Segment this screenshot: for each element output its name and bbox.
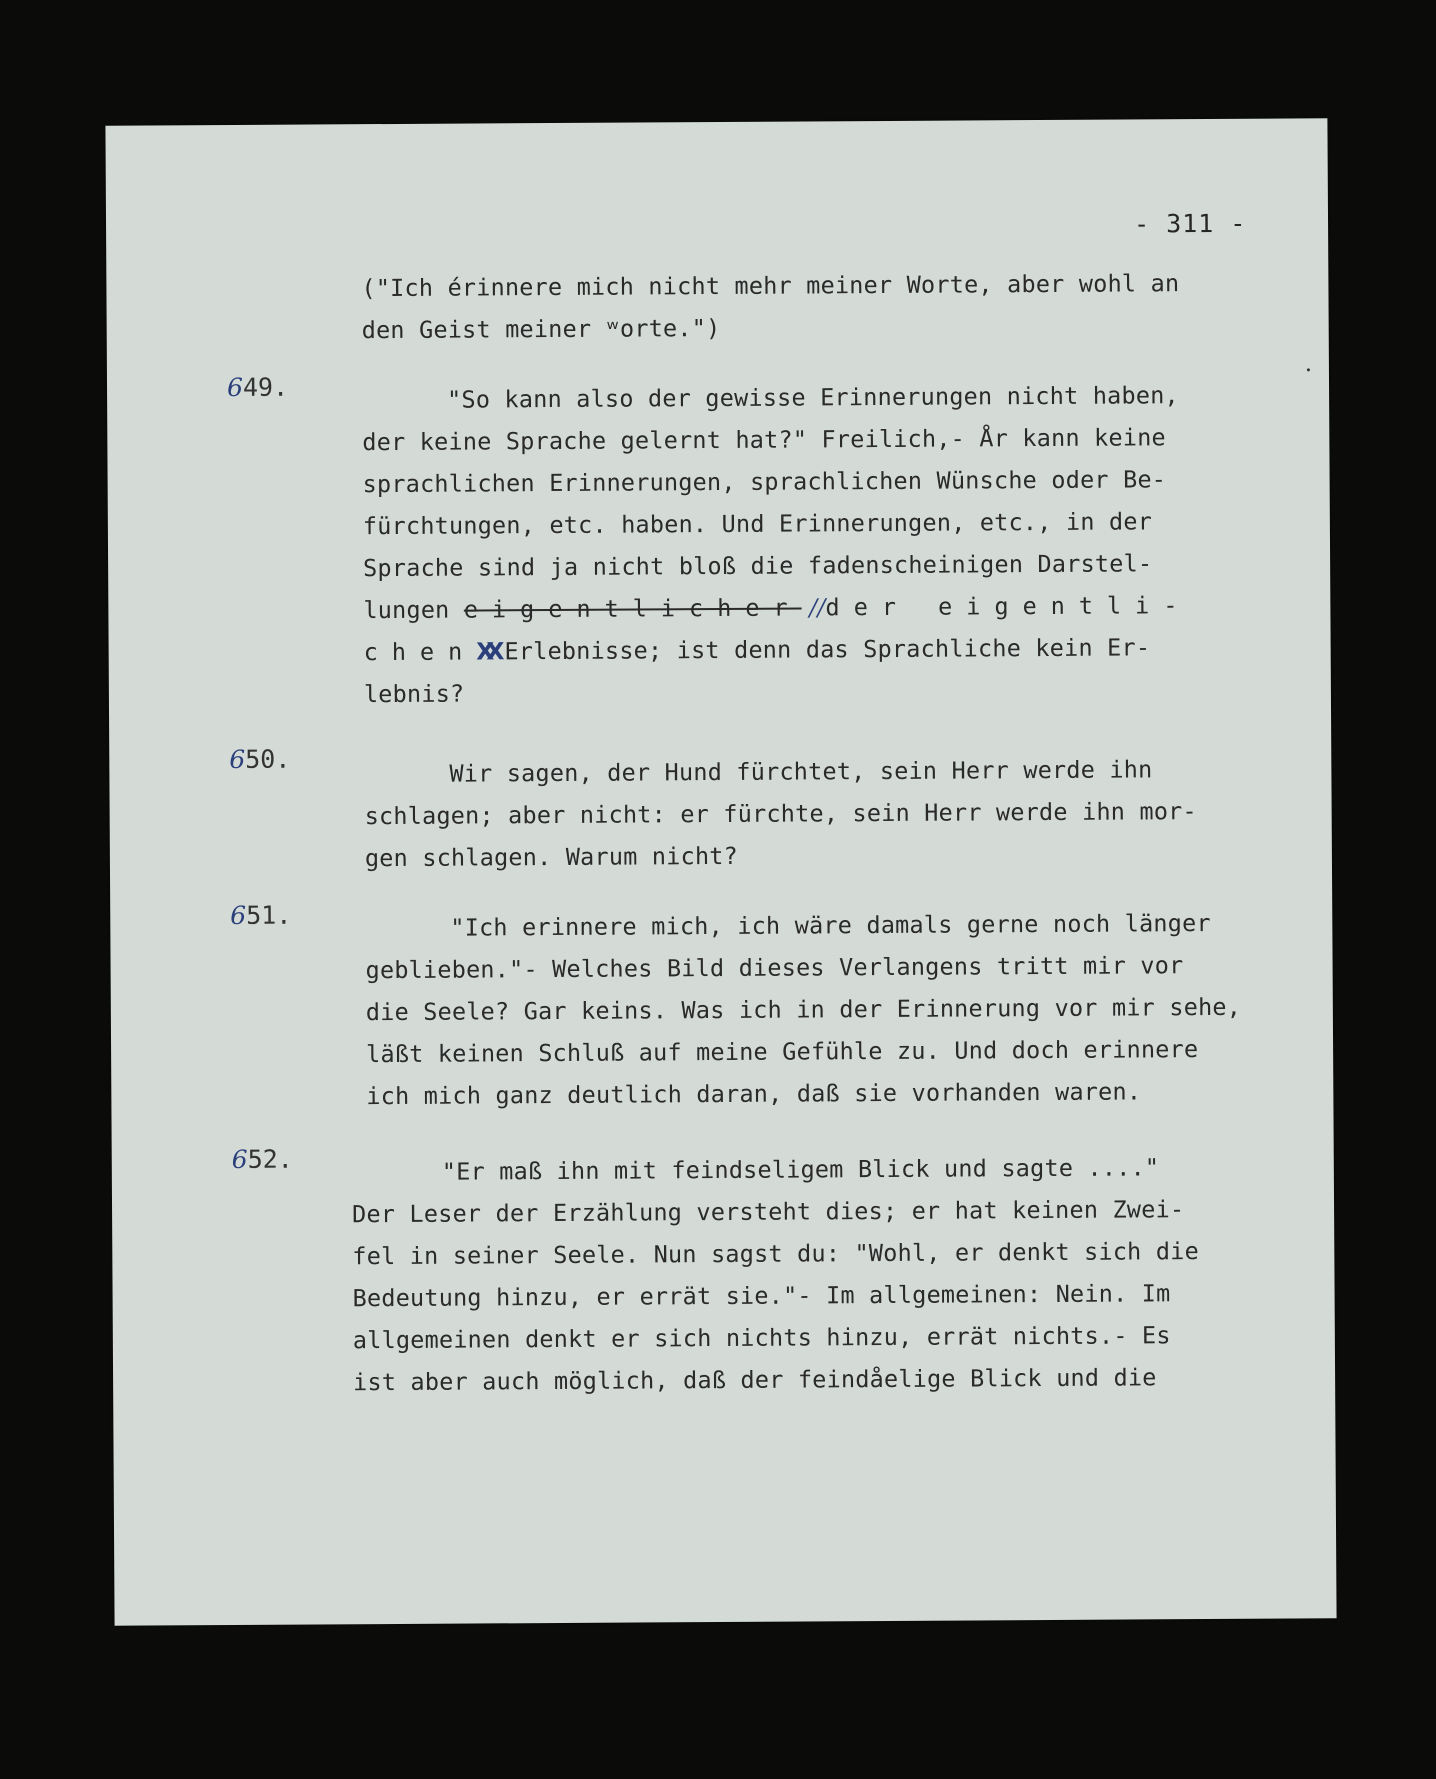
remark-650-line-2: schlagen; aber nicht: er fürchte, sein Herr werde ihn mor- [364,797,1197,831]
remark-652-line-6: ist aber auch möglich, daß der feindåelige Blick und die [353,1363,1157,1397]
remark-652-line-3: fel in seiner Seele. Nun sagst du: "Wohl, er denkt sich die [352,1237,1199,1271]
remark-649-line-7: chenXX Erlebnisse; ist denn das Sprachliche kein Er- [363,633,1151,667]
remark-651-line-1: "Ich erinnere mich, ich wäre damals gerne noch länger [450,909,1211,942]
remark-651-line-2: geblieben."- Welches Bild dieses Verlangens tritt mir vor [365,951,1184,985]
remark-649-line-4: fürchtungen, etc. haben. Und Erinnerungen, etc., in der [362,507,1153,541]
remark-652-line-1: "Er maß ihn mit feindseligem Blick und sagte ...." [441,1153,1160,1186]
remark-650-line-1: Wir sagen, der Hund fürchtet, sein Herr werde ihn [449,755,1153,788]
remark-649-line-8: lebnis? [363,679,465,709]
remark-number-652: 652. [231,1144,293,1174]
remark-number-651: 651. [230,900,292,930]
remark-649-line-3: sprachlichen Erinnerungen, sprachlichen Wünsche oder Be- [362,465,1167,499]
remark-652-line-4: Bedeutung hinzu, er errät sie."- Im allgemeinen: Nein. Im [352,1279,1171,1313]
intro-line-1: ("Ich érinnere mich nicht mehr meiner Worte, aber wohl an [361,269,1180,303]
remark-651-line-3: die Seele? Gar keins. Was ich in der Erinnerung vor mir sehe, [365,992,1242,1027]
typescript-page [105,118,1336,1625]
struck-word: eigentlicher [463,593,802,624]
page-number: - 311 - [1133,208,1247,239]
remark-649-line-2: der keine Sprache gelernt hat?" Freilich,- År kann keine [362,423,1166,457]
handwritten-digit: 6 [230,900,247,930]
remark-651-line-4: läßt keinen Schluß auf meine Gefühle zu. Und doch erinnere [366,1035,1199,1069]
remark-number-649: 649. [226,372,289,403]
handwritten-digit: 6 [229,744,246,775]
remark-651-line-5: ich mich ganz deutlich daran, daß sie vorhanden waren. [366,1077,1142,1111]
remark-652-line-2: Der Leser der Erzählung versteht dies; er hat keinen Zwei- [351,1195,1185,1229]
insertion-mark: // [801,593,826,622]
remark-652-line-5: allgemeinen denkt er sich nichts hinzu, errät nichts.- Es [352,1321,1171,1355]
remark-649-line-5: Sprache sind ja nicht bloß die fadenscheinigen Darstel- [363,549,1153,583]
remark-650-line-3: gen schlagen. Warum nicht? [364,841,739,873]
remark-number-650: 650. [229,744,291,775]
handwritten-digit: 6 [226,372,244,403]
remark-649-line-6: lungen eigentlicher //der eigentli- [363,591,1192,625]
ink-speck [1307,368,1310,371]
handwritten-x-mark: XX [476,637,497,666]
intro-line-2: den Geist meiner ʷorte.") [361,313,721,345]
handwritten-digit: 6 [231,1144,248,1174]
remark-649-line-1: "So kann also der gewisse Erinnerungen nicht haben, [447,381,1179,414]
